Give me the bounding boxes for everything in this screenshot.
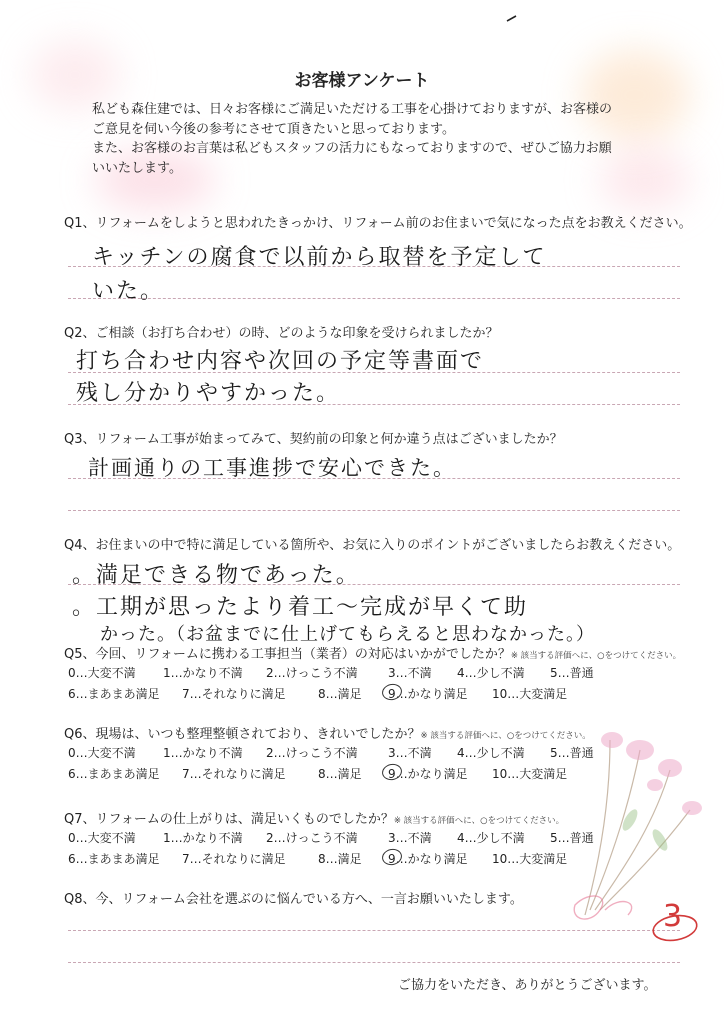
stamp-text: 3: [663, 899, 683, 934]
rating-option-7[interactable]: 7…それなりに満足: [182, 687, 286, 701]
rating-option-5[interactable]: 5…普通: [550, 831, 594, 845]
answer-4-line-1: 。満足できる物であった。: [72, 563, 360, 588]
intro-line: 私ども森住建では、日々お客様にご満足いただける工事を心掛けておりますが、お客様の: [92, 102, 613, 117]
intro-line: ご意見を伺い今後の参考にさせて頂きたいと思っております。: [92, 121, 455, 137]
answer-rule: [68, 266, 680, 267]
answer-rule: [68, 404, 680, 405]
rating-option-4[interactable]: 4…少し不満: [457, 831, 525, 845]
red-stamp-mark: [645, 890, 701, 946]
rating-option-7[interactable]: 7…それなりに満足: [182, 852, 286, 866]
question-6: [64, 723, 591, 742]
rating-option-0[interactable]: 0…大変不満: [68, 746, 136, 760]
rating-option-8[interactable]: 8…満足: [318, 687, 362, 701]
question-7-note: ※ 該当する評価へに、○をつけてください。: [393, 816, 565, 826]
answer-1-line-2: いた。: [92, 279, 165, 304]
rating-option-6[interactable]: 6…まあまあ満足: [68, 767, 160, 781]
intro-line: いいたします。: [92, 160, 182, 176]
question-6-note: ※ 該当する評価へに、○をつけてください。: [420, 731, 591, 741]
question-2: Q2、ご相談（お打ち合わせ）の時、どのような印象を受けられましたか？: [64, 326, 499, 341]
answer-rule: [68, 478, 680, 479]
intro-text: [92, 100, 682, 178]
rating-option-5[interactable]: 5…普通: [550, 666, 594, 680]
question-8: Q8、今、リフォーム会社を選ぶのに悩んでいる方へ、一言お願いいたします。: [64, 892, 523, 907]
page-title: お客様アンケート: [294, 71, 430, 91]
answer-2-line-1: 打ち合わせ内容や次回の予定等書面で: [76, 349, 485, 374]
answer-2-line-2: 残し分かりやすかった。: [76, 381, 341, 406]
rating-option-3[interactable]: 3…不満: [388, 831, 432, 845]
rating-option-0[interactable]: 0…大変不満: [68, 831, 136, 845]
rating-option-0[interactable]: 0…大変不満: [68, 666, 136, 680]
rating-option-8[interactable]: 8…満足: [318, 767, 362, 781]
answer-rule: [68, 510, 680, 511]
closing-message: ご協力をいただき、ありがとうございます。: [398, 978, 657, 993]
rating-option-1[interactable]: 1…かなり不満: [163, 746, 243, 760]
rating-option-1[interactable]: 1…かなり不満: [163, 831, 243, 845]
answer-rule: [68, 584, 680, 585]
answer-1-line-1: キッチンの腐食で以前から取替を予定して: [92, 245, 547, 270]
question-5: [64, 643, 681, 662]
pen-mark: [506, 14, 518, 22]
question-5-note: ※ 該当する評価へに、○をつけてください。: [510, 651, 682, 661]
answer-3-line-1: 計画通りの工事進捗で安心できた。: [88, 456, 456, 480]
rating-option-10[interactable]: 10…大変満足: [492, 767, 568, 781]
rating-option-5[interactable]: 5…普通: [550, 746, 594, 760]
rating-option-3[interactable]: 3…不満: [388, 746, 432, 760]
question-6-text: Q6、現場は、いつも整理整頓されており、きれいでしたか？: [64, 727, 421, 742]
rating-option-6[interactable]: 6…まあまあ満足: [68, 687, 160, 701]
rating-option-4[interactable]: 4…少し不満: [457, 666, 525, 680]
answer-4-line-2: 。工期が思ったより着工～完成が早くて助: [72, 595, 529, 620]
question-7-text: Q7、リフォームの仕上がりは、満足いくものでしたか？: [64, 812, 394, 827]
question-4: Q4、お住まいの中で特に満足している箇所や、お気に入りのポイントがございましたらお教えください。: [64, 538, 681, 553]
rating-option-9-selected[interactable]: 9…かなり満足: [388, 767, 468, 781]
rating-option-3[interactable]: 3…不満: [388, 666, 432, 680]
rating-option-9-selected[interactable]: 9…かなり満足: [388, 852, 468, 866]
question-5-text: Q5、今回、リフォームに携わる工事担当（業者）の対応はいかがでしたか？: [64, 647, 511, 662]
question-7: [64, 808, 564, 827]
rating-option-8[interactable]: 8…満足: [318, 852, 362, 866]
rating-option-2[interactable]: 2…けっこう不満: [266, 831, 358, 845]
rating-option-4[interactable]: 4…少し不満: [457, 746, 525, 760]
rating-option-9-selected[interactable]: 9…かなり満足: [388, 687, 468, 701]
answer-rule: [68, 372, 680, 373]
answer-4-line-3: かった。（お盆までに仕上げてもらえると思わなかった。）: [100, 624, 595, 645]
rating-option-7[interactable]: 7…それなりに満足: [182, 767, 286, 781]
answer-rule: [68, 962, 680, 963]
rating-option-1[interactable]: 1…かなり不満: [163, 666, 243, 680]
rating-option-6[interactable]: 6…まあまあ満足: [68, 852, 160, 866]
answer-rule: [68, 298, 680, 299]
rating-option-2[interactable]: 2…けっこう不満: [266, 666, 358, 680]
rating-option-10[interactable]: 10…大変満足: [492, 852, 568, 866]
question-1: Q1、リフォームをしようと思われたきっかけ、リフォーム前のお住まいで気になった点をお教えください。: [64, 216, 692, 231]
question-3: Q3、リフォーム工事が始まってみて、契約前の印象と何か違う点はございましたか？: [64, 432, 563, 447]
rating-option-10[interactable]: 10…大変満足: [492, 687, 568, 701]
rating-option-2[interactable]: 2…けっこう不満: [266, 746, 358, 760]
intro-line: また、お客様のお言葉は私どもスタッフの活力にもなっておりますので、ぜひご協力お願: [92, 141, 612, 156]
